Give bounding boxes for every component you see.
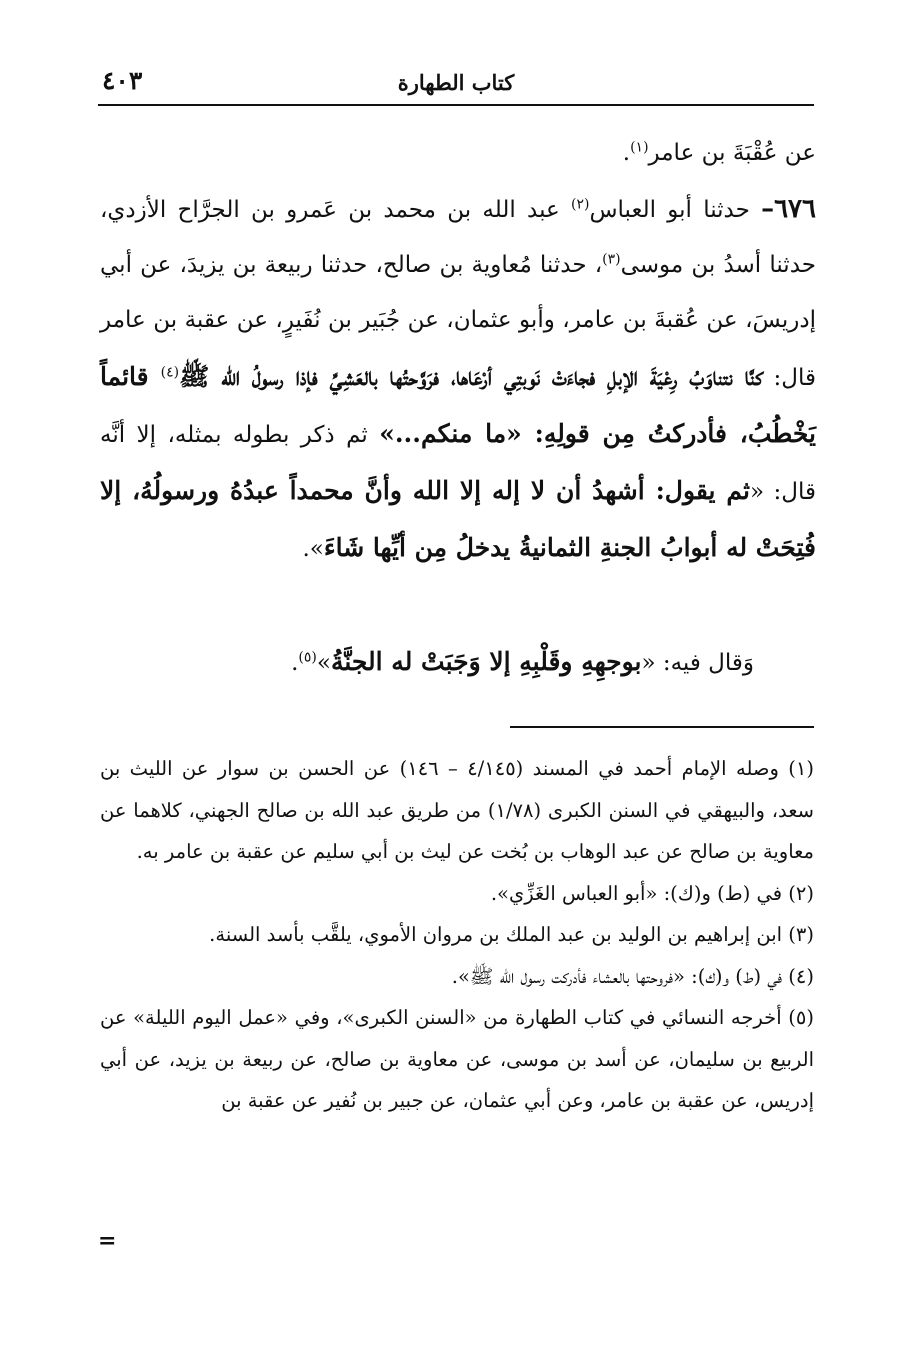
narration-note: ثم ذكر بطوله بمثله، إلا أنَّه قال: « — [100, 421, 816, 506]
matn-part-3: ثم يقول: أشهدُ أن لا إله إلا الله وأنَّ محمداً عبدُهُ ورسولُهُ، إلا فُتِحَتْ له أبوابُ الجنةِ الثمانيةُ يدخلُ مِن أيِّها شَاءَ — [100, 476, 816, 563]
matn-close: ». — [302, 536, 324, 563]
variant-line — [100, 634, 816, 691]
chain-part-1: حدثنا أبو العباس — [589, 197, 762, 223]
page-number: ٤٠٣ — [102, 66, 143, 95]
hadith-number: ٦٧٦ — [774, 194, 816, 224]
intro-line — [100, 126, 816, 181]
matn-part-1: كنَّا نتناوَبُ رِعْيَةَ الإبلِ فجاءَتْ نَوبتِي أرْعَاها، فرَوَّحتُها بالعَشِيِّ فإذا رسولُ الله ﷺ — [179, 361, 763, 391]
hadith-dash: – — [761, 194, 775, 224]
footnote-ref-5: (٥) — [298, 649, 317, 666]
chapter-title: كتاب الطهارة — [397, 70, 515, 95]
footnote-ref-2: (٢) — [571, 196, 590, 213]
footnote-ref-3: (٣) — [602, 251, 621, 268]
footnotes — [100, 748, 814, 1122]
hadith-paragraph — [100, 182, 816, 577]
chain-part-2: عبد الله بن محمد بن عَمرو بن الجرَّاح الأزدي، حدثنا أسدُ بن موسى — [100, 197, 816, 279]
footnote-ref-1: (١) — [630, 139, 649, 156]
variant-matn: بوجهِهِ وقَلْبِهِ إلا وَجَبَتْ له الجنَّةُ — [330, 647, 642, 676]
matn-part-2: قائماً يَخْطُبُ، فأدركتُ مِن قولِهِ: «ما منكم...» — [100, 361, 816, 448]
footnote-3: (٣) ابن إبراهيم بن الوليد بن عبد الملك بن مروان الأموي، يلقَّب بأسد السنة. — [209, 923, 814, 946]
footnote-5: (٥) أخرجه النسائي في كتاب الطهارة من «السنن الكبرى»، وفي «عمل اليوم الليلة» عن الربيع بن سليمان، عن أسد بن موسى، عن معاوية بن صالح، عن ربيعة بن يزيد، عن أبي إدريس، عن عقبة بن عامر، وعن أبي عثمان، عن جبير بن نُفير عن عقبة بن — [100, 1006, 814, 1112]
footnote-4: (٤) في (ط) و(ك): «فروحتها بالعشاء فأدركت رسول الله ﷺ». — [451, 964, 814, 988]
intro-text: عن عُقْبَةَ بن عامر — [648, 140, 816, 166]
variant-close: » — [316, 650, 331, 676]
continuation-mark: = — [98, 1228, 117, 1254]
chain-part-3: ، حدثنا مُعاوية بن صالح، حدثنا ربيعة بن يزيدَ، عن أبي إدريسَ، عن عُقبةَ بن عامر، وأبو عثمان، عن جُبَير بن نُفَيرٍ، عن عقبة بن عامر قال: — [100, 252, 816, 391]
variant-end: . — [291, 650, 299, 676]
variant-intro: وَقال فيه: « — [641, 650, 754, 676]
footnote-1: (١) وصله الإمام أحمد في المسند (٤/١٤٥ – ١٤٦) عن الحسن بن سوار عن الليث بن سعد، والبيهقي في السنن الكبرى (١/٧٨) من طريق عبد الله بن صالح الجهني، كلاهما عن معاوية بن صالح عن عبد الوهاب بن بُخت عن ليث بن أبي سليم عن عقبة بن عامر به. — [100, 757, 814, 863]
footnote-ref-4: (٤) — [160, 363, 180, 380]
footnote-2: (٢) في (ط) و(ك): «أبو العباس الغَزِّي». — [490, 881, 814, 905]
running-header — [98, 64, 814, 106]
intro-end: . — [622, 140, 631, 166]
footnote-separator — [510, 726, 814, 728]
